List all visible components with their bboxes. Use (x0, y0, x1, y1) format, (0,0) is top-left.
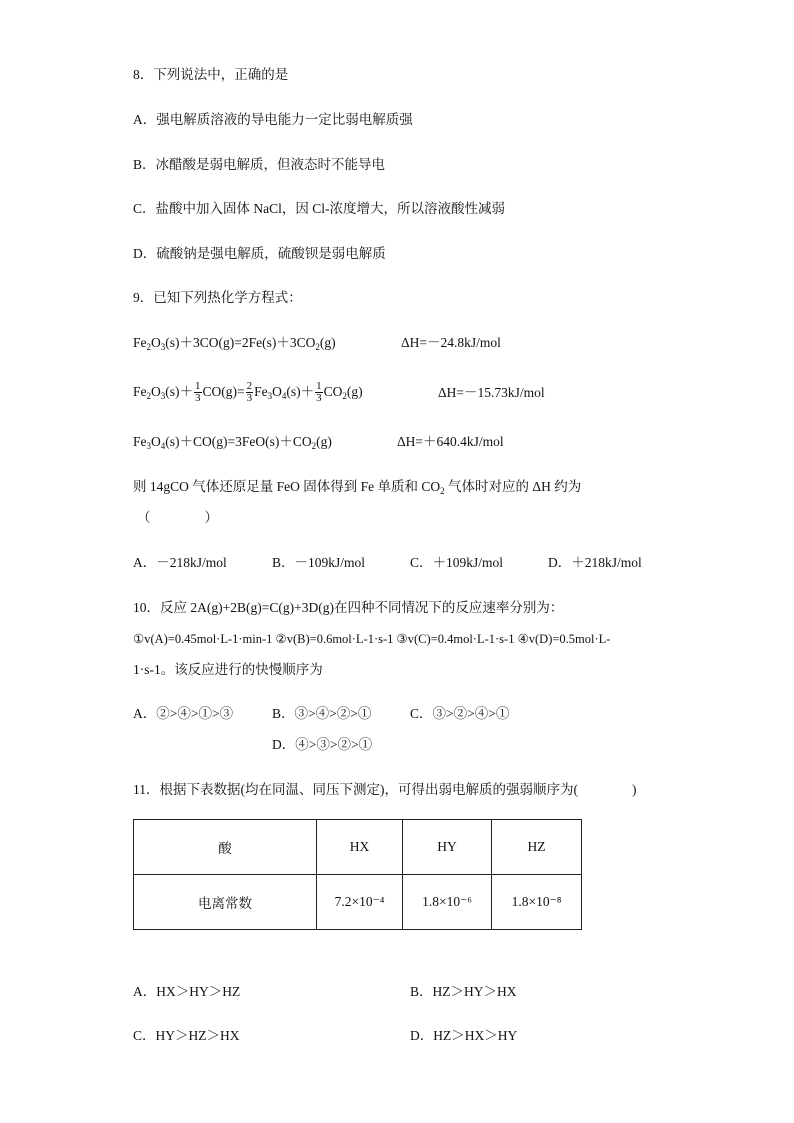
table-header-cell: HZ (492, 820, 582, 875)
q9-option-d: D．＋218kJ/mol (548, 555, 642, 570)
q9-equation-1: $Fe_2O_3(s)+3CO(g)=2Fe(s)+3CO_2(g)$ (133, 335, 336, 352)
table-cell: 1.8×10⁻⁶ (403, 875, 492, 930)
q9-option-b: B．－109kJ/mol (272, 555, 366, 570)
table-row-label: 电离常数 (134, 875, 317, 930)
q9-option-a: A．－218kJ/mol (133, 555, 227, 570)
q10-option-d: D．④>③>②>① (272, 737, 373, 752)
table-header-row (134, 820, 582, 875)
q11-option-d: D．HZ＞HX＞HY (410, 1028, 518, 1043)
fraction-two-thirds: $\frac{2}{3}$ (246, 380, 253, 405)
q9-equation-3: $Fe_3O_4(s)+CO(g)=3FeO(s)+CO_2(g)$ (133, 434, 332, 451)
q9-answer-blank: （ ） (137, 510, 218, 525)
q11-option-a: A．HX＞HY＞HZ (133, 984, 241, 999)
fraction-one-third: $\frac{1}{3}$ (316, 380, 322, 405)
q9-equation-2: $Fe_2O_3(s)+$ $\frac{1}{3}$ CO(g)= $\frac{2}{3}$ $Fe_3O_4(s)+$ $\frac{1}{3}$ $CO_2(g)$ (133, 380, 363, 405)
q9-equation-3-dh: ΔH=＋640.4kJ/mol (397, 434, 504, 449)
q9-question: 则 14gCO 气体还原足量 FeO 固体得到 Fe 单质和 $CO_2$ 气体时对应的 ΔH 约为 (133, 479, 582, 496)
q9-equation-1-dh: ΔH=－24.8kJ/mol (401, 335, 501, 350)
q9-stem: 9．已知下列热化学方程式： (133, 290, 302, 305)
q10-stem: 10．反应 2A(g)+2B(g)=C(g)+3D(g)在四种不同情况下的反应速率分别为： (133, 600, 564, 615)
q10-option-a: A．②>④>①>③ (133, 706, 234, 721)
fraction-one-third: $\frac{1}{3}$ (195, 380, 201, 405)
q8-stem: 8．下列说法中，正确的是 (133, 67, 289, 82)
ionization-constant-table (133, 819, 582, 930)
q8-option-c: C．盐酸中加入固体 NaCl，因 Cl-浓度增大，所以溶液酸性减弱 (133, 201, 506, 216)
q10-rates-line-1: ①v(A)=0.45mol·L-1·min-1 ②v(B)=0.6mol·L-1·s-1 ③v(C)=0.4mol·L-1·s-1 ④v(D)=0.5mol·L- (133, 632, 611, 646)
q11-option-c: C．HY＞HZ＞HX (133, 1028, 240, 1043)
table-cell: 1.8×10⁻⁸ (492, 875, 582, 930)
q10-rates-line-2: 1·s-1。该反应进行的快慢顺序为 (133, 662, 323, 677)
table-cell: 7.2×10⁻⁴ (317, 875, 403, 930)
q11-stem: 11．根据下表数据(均在同温、同压下测定)，可得出弱电解质的强弱顺序为( ) (133, 782, 637, 797)
q8-option-a: A．强电解质溶液的导电能力一定比弱电解质强 (133, 112, 413, 127)
q10-option-c: C．③>②>④>① (410, 706, 510, 721)
table-row (134, 875, 582, 930)
q9-option-c: C．＋109kJ/mol (410, 555, 504, 570)
q11-option-b: B．HZ＞HY＞HX (410, 984, 517, 999)
table-header-cell: HX (317, 820, 403, 875)
table-header-cell: 酸 (134, 820, 317, 875)
q9-equation-2-dh: ΔH=－15.73kJ/mol (438, 385, 545, 400)
q8-option-b: B．冰醋酸是弱电解质，但液态时不能导电 (133, 157, 386, 172)
q8-option-d: D．硫酸钠是强电解质，硫酸钡是弱电解质 (133, 246, 386, 261)
table-header-cell: HY (403, 820, 492, 875)
q10-option-b: B．③>④>②>① (272, 706, 372, 721)
